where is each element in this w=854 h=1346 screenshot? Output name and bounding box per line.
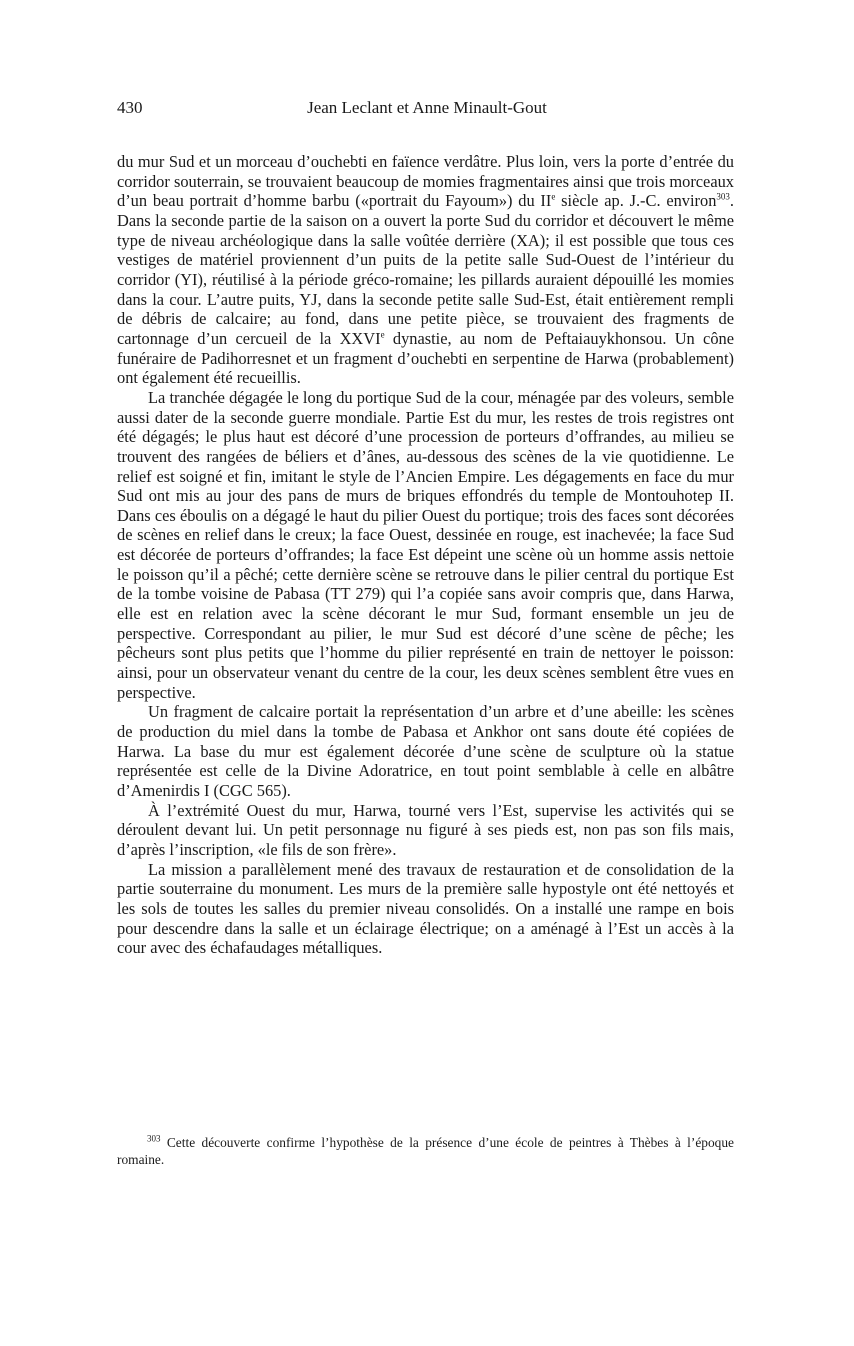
running-title: Jean Leclant et Anne Minault-Gout [307,98,547,117]
paragraph-1-part-1: du mur Sud et un morceau d’ouchebti en faïence verdâtre. Plus loin, vers la porte d’entrée du corridor souterrain, se trouvaient beaucoup de momies fragmentaires ainsi que trois morceaux d’un beau portrait d’homme barbu («portrait du Fayoum») du II [117,152,734,211]
body-text [117,152,734,958]
paragraph-2: La tranchée dégagée le long du portique Sud de la cour, ménagée par des voleurs, semble aussi dater de la seconde guerre mondiale. Partie Est du mur, les restes de trois registres ont été dégagés; le plus haut est décoré d’une procession de porteurs d’offrandes, au milieu se trouvent des rangées de béliers et d’ânes, au-dessous des scènes de la vie quotidienne. Le relief est soigné et fin, imitant le style de l’Ancien Empire. Les dégagements en face du mur Sud ont mis au jour des pans de murs de briques effondrés du temple de Montouhotep II. Dans ces éboulis on a dégagé le haut du pilier Ouest du portique; trois des faces sont décorées de scènes en relief dans le creux; la face Ouest, dessinée en rouge, est inachevée; la face Sud est décorée de porteurs d’offrandes; la face Est dépeint une scène où un homme assis nettoie le poisson qu’il a pêché; cette dernière scène se retrouve dans le pilier central du portique Est de la tombe voisine de Pabasa (TT 279) qui l’a copiée sans avoir compris que, dans Harwa, elle est en relation avec la scène décorant le mur Sud, formant ensemble un jeu de perspective. Correspondant au pilier, le mur Sud est décoré d’une scène de pêche; les pêcheurs sont plus petits que l’homme du pilier représenté en train de nettoyer le poisson: ainsi, pour un observateur venant du centre de la cour, les deux scènes semblent être vues en perspective. [117,387,734,702]
paragraph-5: La mission a parallèlement mené des travaux de restauration et de consolidation de la partie souterraine du monument. Les murs de la première salle hypostyle ont été nettoyés et les sols de toutes les salles du premier niveau consolidés. On a installé une rampe en bois pour descendre dans la salle et un éclairage électrique; on a aménagé à l’Est un accès à la cour avec des échafaudages métalliques. [117,859,734,958]
paragraph-1 [117,152,734,388]
footnote [117,1134,734,1168]
paragraph-4: À l’extrémité Ouest du mur, Harwa, tourné vers l’Est, supervise les activités qui se déroulent devant lui. Un petit personnage nu figuré à ses pieds est, non pas son fils mais, d’après l’inscription, «le fils de son frère». [117,800,734,859]
paragraph-3: Un fragment de calcaire portait la représentation d’un arbre et d’une abeille: les scènes de production du miel dans la tombe de Pabasa et Ankhor ont sans doute été copiées de Harwa. La base du mur est également décorée d’une scène de sculpture où la statue représentée est celle de la Divine Adoratrice, en tout point semblable à celle en albâtre d’Amenirdis I (CGC 565). [117,702,734,800]
footnote-text: Cette découverte confirme l’hypothèse de la présence d’une école de peintres à Thèbes à l’époque romaine. [117,1135,734,1167]
page-header [117,98,737,124]
page-number: 430 [117,98,143,117]
paragraph-1-part-3: . Dans la seconde partie de la saison on a ouvert la porte Sud du corridor et découvert le même type de niveau archéologique dans la salle voûtée derrière (XA); il est possible que tous ces vestiges de matériel proviennent d’un puits de la petite salle Sud-Ouest de l’intérieur du corridor (YI), réutilisé à la période gréco-romaine; les pillards auraient dépouillé les momies dans la cour. L’autre puits, YJ, dans la seconde petite salle Sud-Est, était entièrement rempli de débris de calcaire; au fond, dans une petite pièce, se trouvaient des fragments de cartonnage d’un cercueil de la XXVI [117,191,734,348]
footnote-marker: 303 [147,1133,161,1144]
paragraph-1-part-4: dynastie, au nom de Peftaiauykhonsou. Un cône funéraire de Padihorresnet et un fragment d’ouchebti en serpentine de Harwa (probablement) ont également été recueillis. [117,328,734,388]
paragraph-1-part-2: siècle ap. J.-C. environ [555,191,717,211]
footnote-303 [117,1134,734,1168]
superscript-century: e [551,191,556,202]
superscript-dynasty: e [380,329,385,340]
footnote-reference: 303 [716,191,730,202]
